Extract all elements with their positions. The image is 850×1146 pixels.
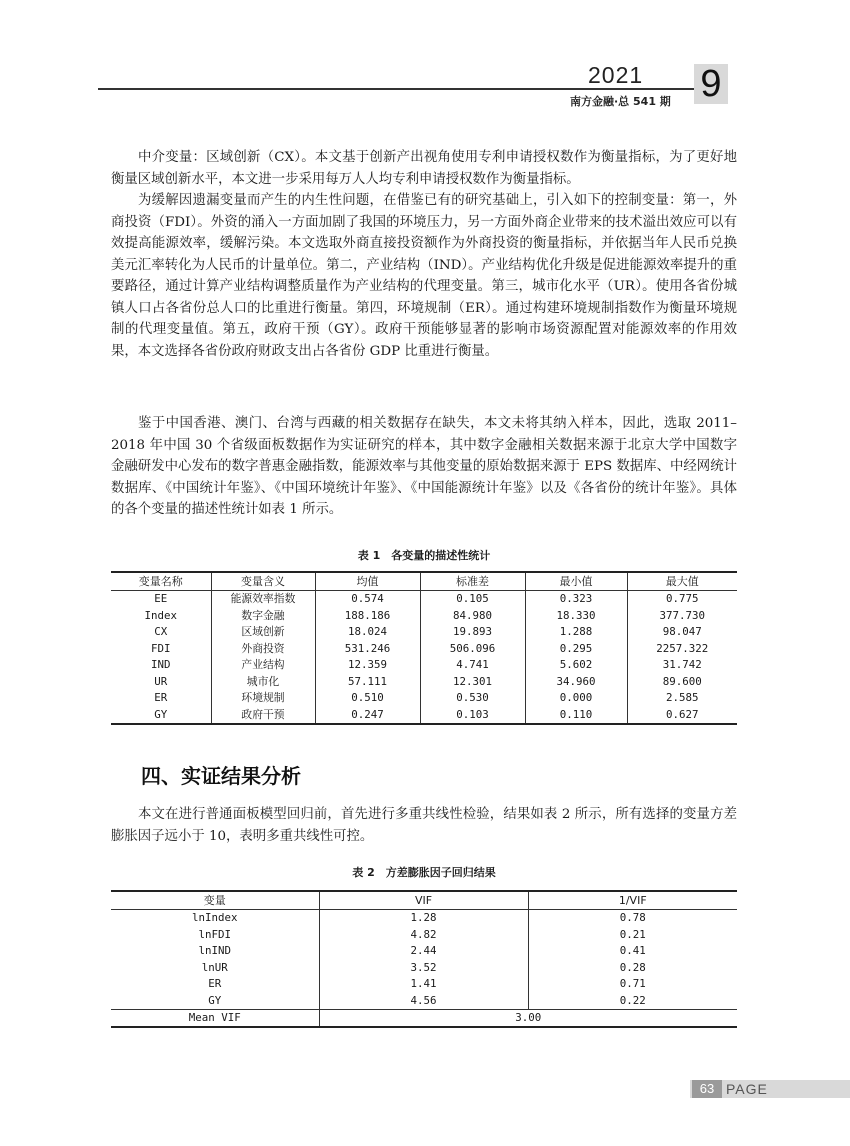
column-header: 均值 [315, 572, 420, 590]
max-cell: 2257.322 [656, 641, 709, 655]
variable-name-cell: GY [111, 706, 211, 724]
paragraph-collinearity: 本文在进行普通面板模型回归前，首先进行多重共线性检验，结果如表 2 所示，所有选择的变量方差膨胀因子远小于 10，表明多重共线性可控。 [111, 807, 737, 844]
std-dev-cell: 0.530 [420, 690, 525, 707]
max-cell: 89.600 [662, 674, 702, 688]
column-header: 最大值 [665, 575, 699, 589]
vif-cell: 4.56 [319, 992, 528, 1009]
header-divider [98, 88, 696, 90]
table-row [111, 590, 737, 607]
variable-meaning-cell: 能源效率指数 [211, 590, 315, 607]
table-header-row [111, 891, 737, 909]
max-cell: 98.047 [662, 625, 702, 639]
mean-cell: 0.247 [315, 706, 420, 724]
vif-cell: 4.82 [319, 926, 528, 943]
min-cell: 0.000 [525, 690, 627, 707]
inverse-vif-cell: 0.28 [619, 960, 646, 974]
std-dev-cell: 0.105 [420, 590, 525, 607]
min-cell: 18.330 [525, 607, 627, 624]
min-cell: 0.110 [525, 706, 627, 724]
column-header: 1/VIF [618, 893, 647, 907]
column-header: 变量名称 [111, 572, 211, 590]
table-row [111, 673, 737, 690]
std-dev-cell: 0.103 [420, 706, 525, 724]
variable-cell: GY [111, 992, 319, 1009]
table-header-row [111, 572, 737, 590]
std-dev-cell: 12.301 [420, 673, 525, 690]
inverse-vif-cell: 0.21 [619, 927, 646, 941]
paragraph-mediator-variable: 中介变量：区域创新（CX）。本文基于创新产出视角使用专利申请授权数作为衡量指标，为了更好地衡量区域创新水平，本文进一步采用每万人人均专利申请授权数作为衡量指标。 [111, 150, 737, 187]
paragraph-control-variables: 为缓解因遗漏变量而产生的内生性问题，在借鉴已有的研究基础上，引入如下的控制变量：第一，外商投资（FDI）。外资的涌入一方面加剧了我国的环境压力，另一方面外商企业带来的技术溢出效应可以有效提高能源效率，缓解污染。本文选取外商直接投资额作为外商投资的衡量指标，并依据当年人民币兑换美元汇率转化为人民币的计量单位。第二，产业结构（IND）。产业结构优化升级是促进能源效率提升的重要路径，通过计算产业结构调整质量作为产业结构的代理变量。第三，城市化水平（UR）。使用各省份城镇人口占各省份总人口的比重进行衡量。第四，环境规制（ER）。通过构建环境规制指数作为衡量环境规制的代理变量值。第五，政府干预（GY）。政府干预能够显著的影响市场资源配置对能源效率的作用效果，本文选择各省份政府财政支出占各省份 GDP 比重进行衡量。 [111, 193, 737, 359]
column-header: 最小值 [525, 572, 627, 590]
mean-cell: 12.359 [315, 657, 420, 674]
table-row [111, 943, 737, 960]
variable-name-cell: UR [111, 673, 211, 690]
variable-name-cell: CX [111, 624, 211, 641]
min-cell: 0.295 [525, 640, 627, 657]
vif-cell: 1.28 [319, 909, 528, 926]
inverse-vif-cell: 0.41 [619, 944, 646, 958]
min-cell: 0.323 [525, 590, 627, 607]
table-row [111, 657, 737, 674]
page-label: PAGE [726, 1081, 768, 1097]
variable-name-cell: FDI [111, 640, 211, 657]
max-cell: 0.627 [665, 707, 699, 721]
variable-name-cell: ER [111, 690, 211, 707]
inverse-vif-cell: 0.78 [619, 911, 646, 925]
issue-number-badge: 9 [694, 64, 728, 104]
vif-cell: 3.52 [319, 959, 528, 976]
inverse-vif-cell: 0.71 [619, 977, 646, 991]
min-cell: 1.288 [525, 624, 627, 641]
section-heading: 四、实证结果分析 [141, 764, 301, 788]
std-dev-cell: 84.980 [420, 607, 525, 624]
mean-vif-value: 3.00 [515, 1011, 542, 1025]
mean-cell: 0.574 [315, 590, 420, 607]
mean-vif-row [111, 1009, 737, 1027]
table-row [111, 992, 737, 1009]
std-dev-cell: 4.741 [420, 657, 525, 674]
mean-vif-label: Mean VIF [111, 1009, 319, 1027]
variable-meaning-cell: 政府干预 [211, 706, 315, 724]
table-row [111, 909, 737, 926]
variable-name-cell: Index [111, 607, 211, 624]
column-header: 标准差 [420, 572, 525, 590]
column-header: 变量含义 [211, 572, 315, 590]
vif-cell: 1.41 [319, 976, 528, 993]
table-row [111, 690, 737, 707]
variable-cell: lnIndex [111, 909, 319, 926]
variable-meaning-cell: 区域创新 [211, 624, 315, 641]
mean-cell: 188.186 [315, 607, 420, 624]
max-cell: 0.775 [665, 592, 699, 606]
max-cell: 377.730 [659, 608, 705, 622]
variable-meaning-cell: 环境规制 [211, 690, 315, 707]
table1-caption: 表 1 各变量的描述性统计 [357, 549, 491, 562]
table-row [111, 640, 737, 657]
max-cell: 2.585 [665, 691, 699, 705]
column-header: VIF [319, 891, 528, 909]
page-number: 63 [692, 1080, 722, 1098]
variable-name-cell: IND [111, 657, 211, 674]
variable-cell: ER [111, 976, 319, 993]
inverse-vif-cell: 0.22 [619, 993, 646, 1007]
variable-meaning-cell: 产业结构 [211, 657, 315, 674]
variable-meaning-cell: 城市化 [211, 673, 315, 690]
mean-cell: 18.024 [315, 624, 420, 641]
table-row [111, 926, 737, 943]
variable-meaning-cell: 数字金融 [211, 607, 315, 624]
table-row [111, 976, 737, 993]
paragraph-data-source: 鉴于中国香港、澳门、台湾与西藏的相关数据存在缺失，本文未将其纳入样本，因此，选取 2011–2018 年中国 30 个省级面板数据作为实证研究的样本，其中数字金融相关数据来源于北京大学中国数字金融研发中心发布的数字普惠金融指数，能源效率与其他变量的原始数据来源于 EPS 数据库、中经网统计数据库、《中国统计年鉴》、《中国环境统计年鉴》、《中国能源统计年鉴》以及《各省份的统计年鉴》。具体的各个变量的描述性统计如表 1 所示。 [111, 416, 737, 517]
table2-caption: 表 2 方差膨胀因子回归结果 [352, 866, 496, 879]
min-cell: 34.960 [525, 673, 627, 690]
mean-cell: 57.111 [315, 673, 420, 690]
column-header: 变量 [111, 891, 319, 909]
max-cell: 31.742 [662, 658, 702, 672]
journal-year: 2021 [588, 62, 644, 88]
table-row [111, 624, 737, 641]
min-cell: 5.602 [525, 657, 627, 674]
std-dev-cell: 506.096 [420, 640, 525, 657]
descriptive-statistics-table [111, 571, 737, 725]
variable-cell: lnFDI [111, 926, 319, 943]
variable-cell: lnIND [111, 943, 319, 960]
variable-name-cell: EE [111, 590, 211, 607]
table-row [111, 959, 737, 976]
variable-cell: lnUR [111, 959, 319, 976]
mean-cell: 531.246 [315, 640, 420, 657]
table-row [111, 706, 737, 724]
table-row [111, 607, 737, 624]
std-dev-cell: 19.893 [420, 624, 525, 641]
vif-results-table [111, 890, 737, 1028]
journal-issue: 南方金融·总 541 期 [570, 95, 671, 108]
variable-meaning-cell: 外商投资 [211, 640, 315, 657]
mean-cell: 0.510 [315, 690, 420, 707]
vif-cell: 2.44 [319, 943, 528, 960]
